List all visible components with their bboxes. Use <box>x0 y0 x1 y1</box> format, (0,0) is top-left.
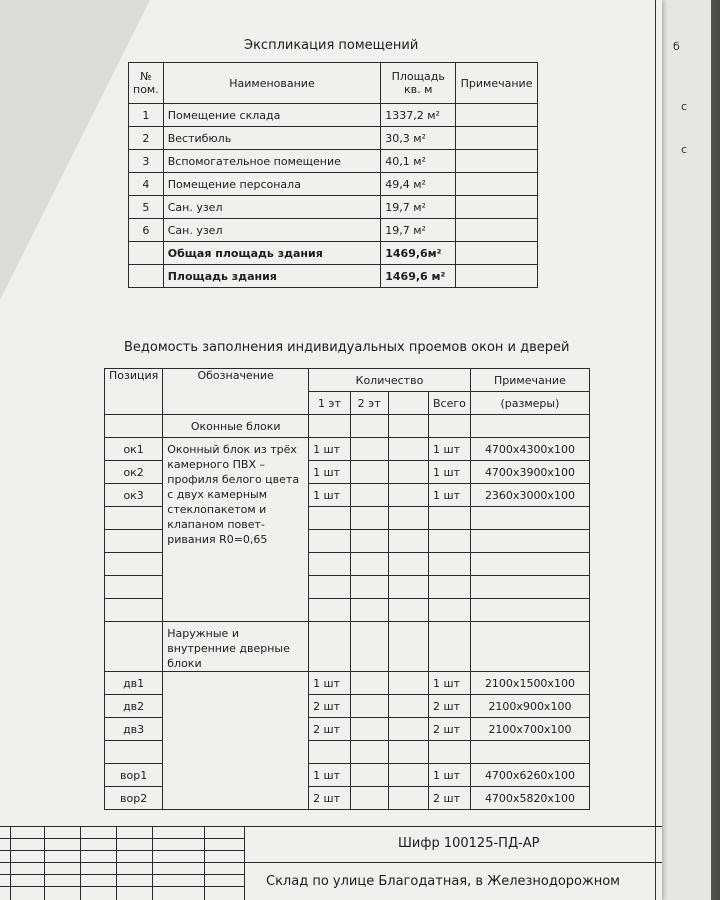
row-total: 1 шт <box>429 764 471 787</box>
back-sheet-frame <box>661 0 692 900</box>
row-area: 1337,2 м² <box>381 104 456 127</box>
row-position: вор1 <box>105 764 163 787</box>
header-name: Наименование <box>163 63 381 104</box>
row-total: 1 шт <box>429 672 471 695</box>
sheet-frame-line <box>655 0 656 900</box>
row-position: дв3 <box>105 718 163 741</box>
header-designation: Обозначение <box>163 369 309 415</box>
row-total: 2 шт <box>429 695 471 718</box>
building-area-row <box>129 265 538 288</box>
row-total: 1 шт <box>429 438 471 461</box>
row-floor1: 1 шт <box>309 764 351 787</box>
table-row <box>105 438 590 461</box>
header-total: Всего <box>429 392 471 415</box>
table-row <box>105 672 590 695</box>
header-floor2: 2 эт <box>350 392 388 415</box>
row-note <box>456 196 538 219</box>
row-floor1: 1 шт <box>309 484 351 507</box>
row-position: вор2 <box>105 787 163 810</box>
row-name: Сан. узел <box>163 196 381 219</box>
row-name: Сан. узел <box>163 219 381 242</box>
table-row <box>129 150 538 173</box>
row-num: 5 <box>129 196 164 219</box>
header-num: № пом. <box>129 63 164 104</box>
table-row <box>129 127 538 150</box>
header-quantity: Количество <box>309 369 471 392</box>
row-total: 1 шт <box>429 484 471 507</box>
window-description: Оконный блок из трёх камерного ПВХ – профиля белого цвета с двух камерным стеклопакетом и клапаном поветривания R0=0,65 <box>163 438 309 622</box>
total-value: 1469,6м² <box>381 242 456 265</box>
row-position: ок1 <box>105 438 163 461</box>
table-row <box>129 173 538 196</box>
row-floor1: 1 шт <box>309 672 351 695</box>
table-row <box>129 104 538 127</box>
row-area: 30,3 м² <box>381 127 456 150</box>
row-size: 4700x4300x100 <box>470 438 589 461</box>
row-note <box>456 104 538 127</box>
row-total: 1 шт <box>429 461 471 484</box>
window-section-label: Оконные блоки <box>163 415 309 438</box>
explication-header-row <box>129 63 538 104</box>
title-block <box>0 826 662 900</box>
row-position: ок2 <box>105 461 163 484</box>
row-note <box>456 219 538 242</box>
explication-table <box>128 62 538 288</box>
building-area-value: 1469,6 м² <box>381 265 456 288</box>
row-area: 49,4 м² <box>381 173 456 196</box>
total-row <box>129 242 538 265</box>
header-area: Площадь кв. м <box>381 63 456 104</box>
row-size: 2100x700x100 <box>470 718 589 741</box>
row-position: ок3 <box>105 484 163 507</box>
openings-table <box>104 368 590 810</box>
explication-title: Экспликация помещений <box>244 38 419 53</box>
back-sheet-mark: с <box>681 100 688 113</box>
row-floor1: 1 шт <box>309 461 351 484</box>
row-num: 1 <box>129 104 164 127</box>
header-note: Примечание <box>456 63 538 104</box>
row-size: 4700x3900x100 <box>470 461 589 484</box>
row-name: Помещение персонала <box>163 173 381 196</box>
header-position: Позиция <box>105 369 163 415</box>
openings-header-row <box>105 369 590 392</box>
row-note <box>456 150 538 173</box>
back-sheet-mark: с <box>681 143 688 156</box>
row-num: 2 <box>129 127 164 150</box>
header-note-sub: (размеры) <box>470 392 589 415</box>
row-name: Помещение склада <box>163 104 381 127</box>
header-note: Примечание <box>470 369 589 392</box>
row-floor1: 2 шт <box>309 787 351 810</box>
row-area: 40,1 м² <box>381 150 456 173</box>
row-note <box>456 173 538 196</box>
header-floor1: 1 эт <box>309 392 351 415</box>
row-area: 19,7 м² <box>381 196 456 219</box>
row-size: 4700x6260x100 <box>470 764 589 787</box>
back-sheet-mark: б <box>673 40 680 53</box>
row-position: дв2 <box>105 695 163 718</box>
door-section-label: Наружные и внутренние дверные блоки <box>163 622 309 672</box>
openings-title: Ведомость заполнения индивидуальных проемов окон и дверей <box>124 340 570 355</box>
row-name: Вспомогательное помещение <box>163 150 381 173</box>
row-note <box>456 127 538 150</box>
row-num: 4 <box>129 173 164 196</box>
table-row <box>129 219 538 242</box>
building-area-label: Площадь здания <box>163 265 381 288</box>
project-name: Склад по улице Благодатная, в Железнодорожном <box>266 874 620 889</box>
table-row <box>129 196 538 219</box>
document-cipher: Шифр 100125-ПД-АР <box>398 836 540 851</box>
row-floor1: 2 шт <box>309 695 351 718</box>
row-size: 2360x3000x100 <box>470 484 589 507</box>
section-row <box>105 415 590 438</box>
row-total: 2 шт <box>429 787 471 810</box>
total-label: Общая площадь здания <box>163 242 381 265</box>
row-floor1: 1 шт <box>309 438 351 461</box>
row-size: 2100x900x100 <box>470 695 589 718</box>
row-position: дв1 <box>105 672 163 695</box>
row-size: 4700x5820x100 <box>470 787 589 810</box>
row-area: 19,7 м² <box>381 219 456 242</box>
row-floor1: 2 шт <box>309 718 351 741</box>
row-num: 6 <box>129 219 164 242</box>
row-total: 2 шт <box>429 718 471 741</box>
section-row <box>105 622 590 672</box>
row-name: Вестибюль <box>163 127 381 150</box>
row-num: 3 <box>129 150 164 173</box>
row-size: 2100x1500x100 <box>470 672 589 695</box>
